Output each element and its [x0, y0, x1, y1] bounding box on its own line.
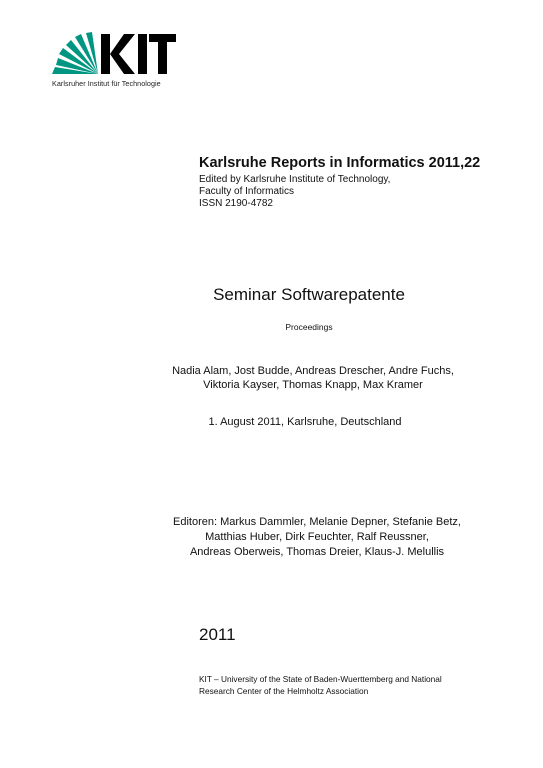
kit-logo: [52, 30, 176, 92]
editors-line: Andreas Oberweis, Thomas Dreier, Klaus-J. Melullis: [189, 546, 445, 558]
series-line-issn: ISSN 2190-4782: [199, 198, 273, 209]
kit-logo-subtitle: Karlsruher Institut für Technologie: [52, 79, 161, 88]
authors-line: Viktoria Kayser, Thomas Knapp, Max Kramer: [203, 379, 423, 391]
kit-logo-mark: [52, 30, 176, 78]
seminar-title: Seminar Softwarepatente: [213, 285, 405, 304]
date-place: 1. August 2011, Karlsruhe, Deutschland: [208, 416, 402, 428]
publication-year: 2011: [199, 625, 236, 644]
authors-block: [0, 364, 543, 392]
series-title: Karlsruhe Reports in Informatics 2011,22: [199, 155, 481, 171]
footer-line: KIT – University of the State of Baden-Wuerttemberg and National: [199, 674, 442, 684]
seminar-subtitle: Proceedings: [285, 322, 333, 332]
kit-wordmark: [101, 34, 176, 74]
editors-line: Matthias Huber, Dirk Feuchter, Ralf Reussner,: [205, 531, 429, 543]
footer-line: Research Center of the Helmholtz Association: [199, 686, 369, 696]
kit-fan-icon: [52, 32, 98, 74]
editors-line: Editoren: Markus Dammler, Melanie Depner, Stefanie Betz,: [173, 516, 461, 528]
authors-line: Nadia Alam, Jost Budde, Andreas Drescher, Andre Fuchs,: [172, 365, 454, 377]
series-line-editor: Edited by Karlsruhe Institute of Technology,: [199, 174, 391, 185]
editors-block: [0, 515, 543, 560]
series-line-faculty: Faculty of Informatics: [199, 186, 295, 197]
footer-note: [199, 673, 489, 697]
